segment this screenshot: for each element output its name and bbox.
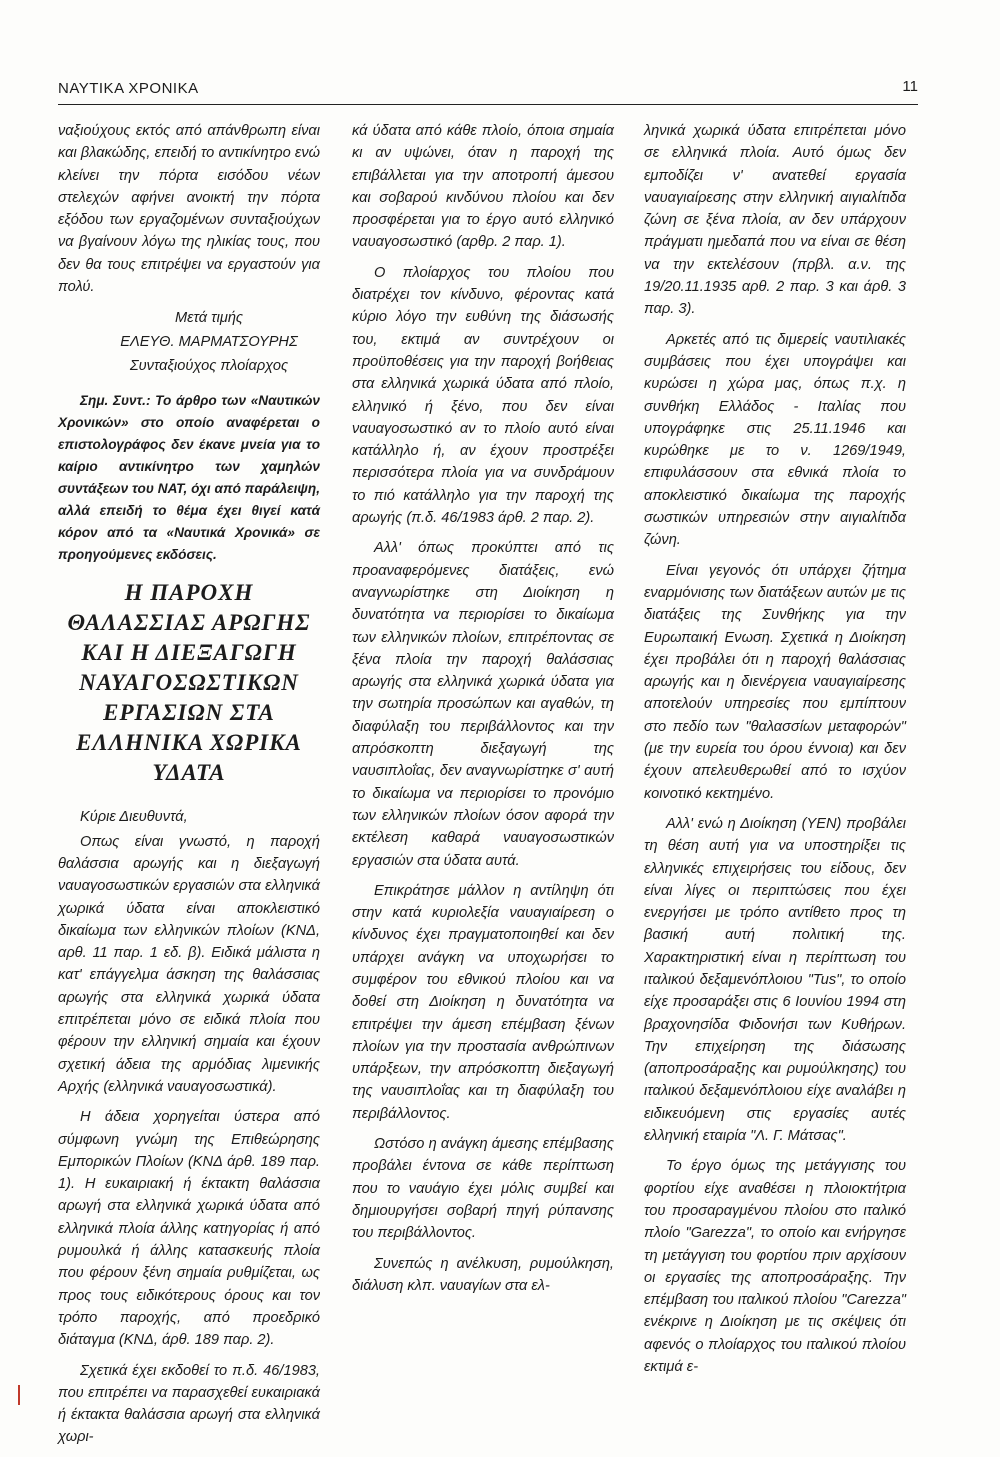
letter-signature bbox=[58, 306, 320, 378]
header-rule bbox=[58, 104, 918, 105]
editor-note bbox=[58, 390, 320, 566]
paragraph: ναξιούχους εκτός από απάνθρωπη είναι και βλακώδης, επειδή το αντικίνητρο ενώ κλείνει την πόρτα εισόδου νέων στελεχών αφήνει ανοικτή την πόρτα εξόδου των εργαζομένων συνταξιούχων να βγαίνουν λόγω της ηλικίας τους, που δεν θα τους επιτρέψει να εργαστούν για πολύ. bbox=[58, 123, 320, 296]
author-title: Συνταξιούχος πλοίαρχος bbox=[129, 358, 289, 375]
column-2 bbox=[352, 120, 614, 1305]
paragraph: ληνικά χωρικά ύδατα επιτρέπεται μόνο σε ελληνικά πλοία. Αυτό όμως δεν εμποδίζει ν' ανατεθεί εργασία ναυαγιαίρεσης στην ελληνική αιγιαλίτιδα ζώνη σε ξένα πλοία, αν δεν υπάρχουν πράγματι ημεδαπά που να είναι σε θέση να την εκτελέσουν (πρβλ. α.ν. της 19/20.11.1935 αρθ. 2 παρ. 3 και άρθ. 3 παρ. 3). bbox=[644, 123, 906, 318]
article-headline: Η ΠΑΡΟΧΗ ΘΑΛΑΣΣΙΑΣ ΑΡΩΓΗΣ ΚΑΙ Η ΔΙΕΞΑΓΩΓΗ ΝΑΥΑΓΟΣΩΣΤΙΚΩΝ ΕΡΓΑΣΙΩΝ ΣΤΑ ΕΛΛΗΝΙΚΑ ΧΩΡΙΚΑ ΥΔΑΤΑ bbox=[67, 580, 311, 786]
magazine-title: ΝΑΥΤΙΚΑ ΧΡΟΝΙΚΑ bbox=[58, 80, 199, 97]
paragraph: Αλλ' ενώ η Διοίκηση (ΥΕΝ) προβάλει τη θέση αυτή για να υποστηρίξει τις ελληνικές επιχειρήσεις του είδους, δεν είναι λίγες οι περιπτώσεις που έχει ενεργήσει με τρόπο αντίθετο προς τη βασική αυτή πολιτική της. Χαρακτηριστική είναι η περίπτωση του ιταλικού δεξαμενόπλοιου "Tus", το οποίο είχε προσαράξει στις 6 Ιουνίου 1994 στη βραχονησίδα Φιδονήσι των Κυθήρων. Την επιχείρηση της διάσωσης (αποπροσάραξης και ρυμούλκησης) του ιταλικού δεξαμενόπλοιου είχε αναλάβει η ειδικευόμενη στις εργασίες αυτές ελληνική εταιρία "Λ. Γ. Μάτσας". bbox=[644, 815, 906, 1145]
paragraph: Οπως είναι γνωστό, η παροχή θαλάσσια αρωγής και η διεξαγωγή ναυαγοσωστικών εργασιών στα ελληνικά χωρικά ύδατα είναι αποκλειστικό δικαίωμα των ελληνικών πλοίων (ΚΝΔ, αρθ. 11 παρ. 1 εδ. β). Ειδικά μάλιστα η κατ' επάγγελμα άσκηση της θαλάσσιας αρωγής στα ελληνικά χωρικά ύδατα επιτρέπεται μόνο σε ειδικά πλοία που φέρουν την ελληνική σημαία και έχουν σχετική άδεια της αρμόδιας λιμενικής Αρχής (ελληνικά ναυαγοσωστικά). bbox=[58, 833, 320, 1095]
paragraph: Συνεπώς η ανέλκυση, ρυμούλκηση, διάλυση κλπ. ναυαγίων στα ελ- bbox=[352, 1255, 614, 1294]
author-name: ΕΛΕΥΘ. ΜΑΡΜΑΤΣΟΥΡΗΣ bbox=[120, 334, 298, 351]
paragraph: Αρκετές από τις διμερείς ναυτιλιακές συμβάσεις που έχει υπογράψει και κυρώσει η χώρα μας, όπως π.χ. η συνθήκη Ελλάδος - Ιταλίας που υπογράφηκε στις 25.11.1946 και κυρώθηκε με το ν. 1269/1949, επιφυλάσσουν στα εθνικά πλοία το αποκλειστικό δικαίωμα της παροχής σωστικών υπηρεσιών στην αιγιαλίτιδα ζώνη. bbox=[644, 331, 906, 549]
page-number: 11 bbox=[902, 78, 918, 95]
editor-note-text: Το άρθρο των «Ναυτικών Χρονικών» στο οποίο αναφέρεται ο επιστολογράφος δεν έκανε μνεία για το καίριο αντικίνητρο των χαμηλών συντάξεων του ΝΑΤ, όχι από παράλειψη, αλλά επειδή το θέμα έχει θιγεί κατά κόρον από τα «Ναυτικά Χρονικά» σε προηγούμενες εκδόσεις. bbox=[58, 393, 320, 563]
paragraph: Σχετικά έχει εκδοθεί το π.δ. 46/1983, που επιτρέπει να παρασχεθεί ευκαιριακά ή έκτακτα θαλάσσια αρωγή στα ελληνικά χωρι- bbox=[58, 1362, 320, 1446]
salutation: Κύριε Διευθυντά, bbox=[80, 809, 188, 826]
paragraph: Είναι γεγονός ότι υπάρχει ζήτημα εναρμόνισης των διατάξεων αυτών με τις διατάξεις της Συνθήκης για την Ευρωπαική Ενωση. Σχετικά η Διοίκηση έχει προβάλει ότι η παροχή θαλάσσιας αρωγής και η διενέργεια ναυαγιαίρεσης αποτελούν υπηρεσίες που εμπίπτουν στο πεδίο των "θαλασσίων μεταφορών" (με την ευρεία του όρου έννοια) και δεν έχουν απελευθερωθεί από το ισχύον κοινοτικό κεκτημένο. bbox=[644, 562, 906, 802]
paragraph: Η άδεια χορηγείται ύστερα από σύμφωνη γνώμη της Επιθεώρησης Εμπορικών Πλοίων (ΚΝΔ άρθ. 189 παρ. 1). Η ευκαιριακή ή έκτακτη θαλάσσια αρωγή στα ελληνικά χωρικά ύδατα από ελληνικά πλοία άλλης κατηγορίας ή από ρυμουλκά ή άλλης κατασκευής πλοία που φέρουν ξένη σημαία ρυθμίζεται, ως προς τους ειδικότερους όρους και τον τρόπο παροχής, από προεδρικό διάταγμα (ΚΝΔ, άρθ. 189 παρ. 2). bbox=[58, 1109, 320, 1349]
margin-mark bbox=[18, 1385, 20, 1405]
column-1 bbox=[58, 120, 320, 1457]
signoff: Μετά τιμής bbox=[174, 310, 244, 327]
column-3 bbox=[644, 120, 906, 1386]
paragraph: κά ύδατα από κάθε πλοίο, όποια σημαία κι αν υψώνει, όταν η παροχή της επιβάλλεται για την αποτροπή άμεσου και σοβαρού κινδύνου πλοίου και δεν προσφέρεται για το έργο αυτό ελληνικό ναυαγοσωστικό (αρθρ. 2 παρ. 1). bbox=[352, 123, 614, 251]
paragraph: Επικράτησε μάλλον η αντίληψη ότι στην κατά κυριολεξία ναυαγιαίρεση ο κίνδυνος έχει πραγματοποιηθεί και δεν υπάρχει ανάγκη να υποχωρήσει το συμφέρον του εθνικού πλοίου και να δοθεί στη Διοίκηση η δυνατότητα να επιτρέψει την άμεση επέμβαση ξένων πλοίων για την προστασία ανθρώπινων υπάρξεων, την απρόσκοπτη διεξαγωγή της ναυσιπλοΐας και τη διαφύλαξη του περιβάλλοντος. bbox=[352, 882, 614, 1122]
paragraph: Αλλ' όπως προκύπτει από τις προαναφερόμενες διατάξεις, ενώ αναγνωρίστηκε στη Διοίκηση η δυνατότητα να περιορίσει το δικαίωμα των ελληνικών πλοίων, επιτρέποντας σε ξένα πλοία την παροχή θαλάσσιας αρωγής στα ελληνικά χωρικά ύδατα για την σωτηρία προσώπων και αγαθών, τη διαφύλαξη του περιβάλλοντος και την απρόσκοπτη διεξαγωγή της ναυσιπλοΐας, δεν αναγνωρίστηκε σ' αυτή το δικαίωμα να περιορίσει το προνόμιο των ελληνικών πλοίων όσον αφορά την εκτέλεση καθαρά ναυαγοσωστικών εργασιών στα ύδατα αυτά. bbox=[352, 540, 614, 869]
paragraph: Το έργο όμως της μετάγγισης του φορτίου είχε αναθέσει η πλοιοκτήτρια του προσαραγμένου πλοίου στο ιταλικό πλοίο "Garezza", το οποίο και ενήργησε τη μετάγγιση του φορτίου πριν αρχίσουν οι εργασίες της αποπροσάραξης. Την επέμβαση του ιταλικού πλοίου "Carezza" ενέκρινε η Διοίκηση με τις σκέψεις ότι αφενός ο πλοίαρχος του ιταλικού πλοίου εκτιμά ε- bbox=[644, 1158, 906, 1376]
page-header bbox=[58, 78, 918, 102]
paragraph: Ο πλοίαρχος του πλοίου που διατρέχει τον κίνδυνο, φέροντας κατά κύριο λόγο την ευθύνη της διάσωσής του, εκτιμά αν συντρέχουν οι προϋποθέσεις για την παροχή βοήθειας στα ελληνικά χωρικά ύδατα από πλοίο, ελληνικό ή ξένο, που δεν είναι ναυαγοσωστικό αν το πλοίο αυτό είναι κατάλληλο ή, αν έχουν προστρέξει περισσότερα πλοία για να συνδράμουν το πιό κατάλληλο για την παροχή της αρωγής (π.δ. 46/1983 άρθ. 2 παρ. 2). bbox=[352, 264, 614, 527]
editor-note-label: Σημ. Συντ.: bbox=[80, 393, 151, 409]
paragraph: Ωστόσο η ανάγκη άμεσης επέμβασης προβάλει έντονα σε κάθε περίπτωση που το ναυάγιο έχει μόλις συμβεί και δημιουργήσει σοβαρή πηγή ρύπανσης του περιβάλλοντος. bbox=[352, 1136, 614, 1242]
